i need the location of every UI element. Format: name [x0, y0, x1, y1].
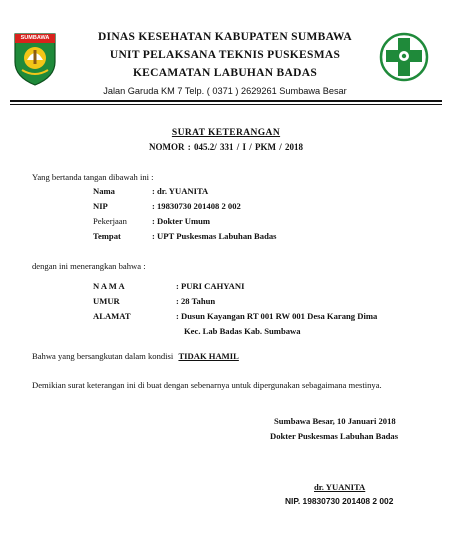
- condition-value: TIDAK HAMIL: [178, 351, 239, 361]
- patient-label: UMUR: [93, 296, 120, 306]
- letterhead-line-1: DINAS KESEHATAN KABUPATEN SUMBAWA: [97, 31, 353, 43]
- signer-label: Pekerjaan: [93, 216, 127, 226]
- letterhead-rule-thick: [10, 100, 442, 102]
- letterhead: [60, 28, 390, 99]
- signature-name: dr. YUANITA: [314, 482, 366, 492]
- middle-text: dengan ini menerangkan bahwa :: [32, 261, 146, 271]
- signer-value: : UPT Puskesmas Labuhan Badas: [152, 231, 277, 241]
- letterhead-line-2: UNIT PELAKSANA TEKNIS PUSKESMAS: [109, 49, 341, 61]
- patient-label: ALAMAT: [93, 311, 131, 321]
- condition-line: [32, 351, 239, 361]
- patient-address-continuation: Kec. Lab Badas Kab. Sumbawa: [184, 326, 301, 336]
- document-title: SURAT KETERANGAN: [171, 128, 281, 138]
- patient-value: : 28 Tahun: [176, 296, 216, 306]
- patient-value: : PURI CAHYANI: [176, 281, 245, 291]
- document-number: NOMOR : 045.2/ 331 / I / PKM / 2018: [149, 142, 303, 152]
- closing-paragraph: Demikian surat keterangan ini di buat dengan sebenarnya untuk dipergunakan sebagaimana mestinya.: [32, 380, 382, 390]
- signer-value: : 19830730 201408 2 002: [152, 201, 241, 211]
- signer-label: Nama: [93, 186, 115, 196]
- signer-label: Tempat: [93, 231, 121, 241]
- patient-label: N A M A: [93, 281, 125, 291]
- sumbawa-emblem-icon: [12, 30, 58, 86]
- letterhead-address: Jalan Garuda KM 7 Telp. ( 0371 ) 2629261 Sumbawa Besar: [103, 86, 347, 96]
- emblem-label: SUMBAWA: [20, 35, 50, 41]
- signer-value: : dr. YUANITA: [152, 186, 209, 196]
- letterhead-line-3: KECAMATAN LABUHAN BADAS: [132, 67, 318, 79]
- condition-prefix: Bahwa yang bersangkutan dalam kondisi: [32, 351, 174, 361]
- patient-value: : Dusun Kayangan RT 001 RW 001 Desa Karang Dima: [176, 311, 378, 321]
- signer-position: Dokter Puskesmas Labuhan Badas: [270, 431, 399, 441]
- signature-nip: NIP. 19830730 201408 2 002: [285, 496, 394, 506]
- signer-value: : Dokter Umum: [152, 216, 211, 226]
- signer-label: NIP: [93, 201, 108, 211]
- intro-text: Yang bertanda tangan dibawah ini :: [32, 172, 154, 182]
- letterhead-rule-thin: [10, 104, 442, 105]
- puskesmas-logo-icon: [379, 30, 429, 86]
- place-date: Sumbawa Besar, 10 Januari 2018: [274, 416, 396, 426]
